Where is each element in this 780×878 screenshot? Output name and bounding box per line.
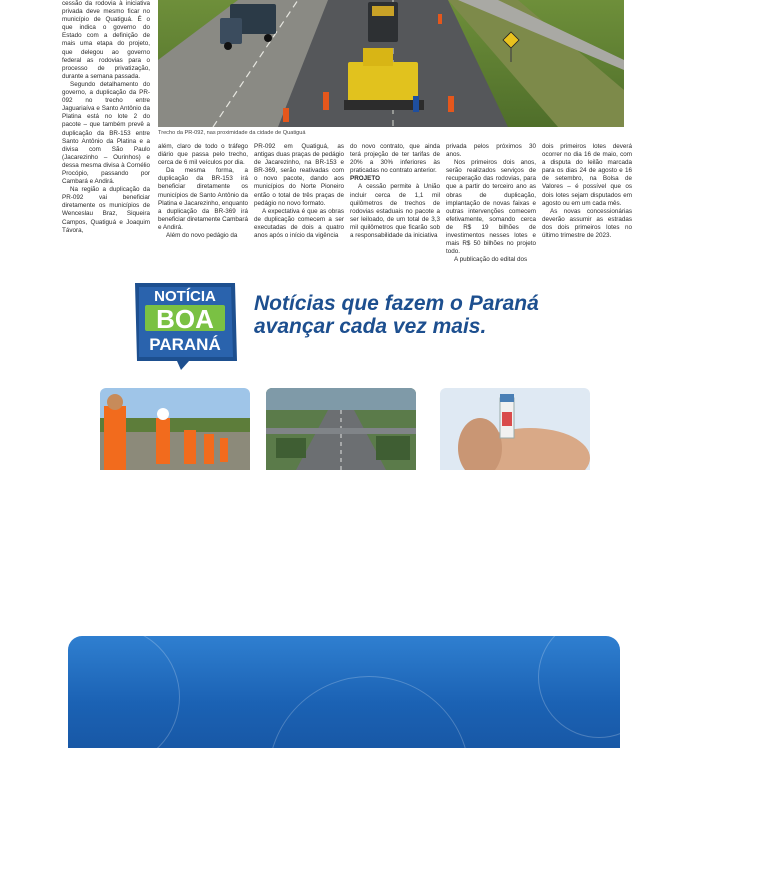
article-paragraph: cessão da rodovia à iniciativa privada deve mesmo ficar no município de Quatiguá. É o que indica o governo do Estado com a definição de mais uma etapa do projeto, que delegou ao governo federal as rodovias para o processo de privatização, durante a semana passada. xyxy=(62,0,150,80)
vaccine-photo-thumbnail xyxy=(440,388,590,470)
article-column-2 xyxy=(158,143,248,240)
logo-text-boa: BOA xyxy=(156,304,214,334)
article-column-4 xyxy=(350,143,440,240)
section-subheading: PROJETO xyxy=(350,175,380,183)
article-column-5 xyxy=(446,143,536,264)
article-paragraph: As novas concessionárias deverão assumir as estradas dos dois primeiros lotes no último trimestre de 2023. xyxy=(542,207,632,240)
article-paragraph: Nos primeiros dois anos, serão realizados serviços de recuperação das rodovias, para que a partir do terceiro ano as obras de duplicação, implantação de novas faixas e outras intervenções comecem efetivamente, somando cerca de R$ 19 bilhões de investimentos nesses lotes e mais R$ 50 bilhões no projeto todo. xyxy=(446,159,536,256)
article-paragraph: A publicação do edital dos xyxy=(454,256,528,264)
article-column-1 xyxy=(62,0,150,235)
ad-slogan xyxy=(254,292,539,338)
article-paragraph: A expectativa é que as obras de duplicação comecem a ser executadas de dois a quatro anos após o início da vigência xyxy=(254,207,344,240)
road-construction-photo xyxy=(158,0,624,127)
article-paragraph: A cessão permite à União incluir cerca de 1,1 mil quilômetros de trechos de rodovias estaduais no pacote a ser leiloado, de um total de 3,3 mil quilômetros que ficarão sob a responsabilidade da iniciativa xyxy=(350,183,440,240)
highway-aerial-thumbnail xyxy=(266,388,416,470)
logo-text-noticia: NOTÍCIA xyxy=(154,288,216,305)
workers-photo-thumbnail xyxy=(100,388,250,470)
article-paragraph: privada pelos próximos 30 anos. xyxy=(446,143,536,159)
article-paragraph: do novo contrato, que ainda terá projeção de ter tarifas de 20% a 30% inferiores às praticadas no contrato anterior. xyxy=(350,143,440,175)
slogan-line-1: Notícias que fazem o Paraná xyxy=(254,292,539,315)
article-paragraph: Segundo detalhamento do governo, a duplicação da PR-092 no trecho entre Jaguariaíva e Santo Antônio da Platina está no lote 2 do pacote – que também prevê a duplicação da BR-153 entre Santo Antônio da Platina e a divisa com São Paulo (Jacarezinho – Ourinhos) e dessa mesma divisa à Cornélio Procópio, passando por Cambará e Andirá. xyxy=(62,80,150,186)
article-paragraph: PR-092 em Quatiguá, as antigas duas praças de pedágio de Jacarezinho, na BR-153 e BR-369, serão reativadas com o novo pacote, dando aos municípios do Norte Pioneiro então o total de três praças de pedágio no novo formato. xyxy=(254,143,344,207)
slogan-line-2: avançar cada vez mais. xyxy=(254,315,487,338)
logo-text-parana: PARANÁ xyxy=(149,335,221,354)
article-paragraph: além, claro de todo o tráfego diário que passa pelo trecho, cerca de 6 mil veículos por dia. xyxy=(158,143,248,167)
ad-blue-panel xyxy=(68,636,620,748)
article-paragraph: Na região a duplicação da PR-092 vai beneficiar diretamente os municípios de Wenceslau Braz, Siqueira Campos, Quatiguá e Joaquim Távora, xyxy=(62,186,150,234)
article-column-3 xyxy=(254,143,344,240)
photo-caption: Trecho da PR-092, nas proximidade da cidade de Quatiguá xyxy=(158,130,306,136)
article-paragraph: Da mesma forma, a duplicação da BR-153 irá beneficiar diretamente os municípios de Santo Antônio da Platina e Jacarezinho, enquanto a duplicação da BR-369 irá beneficiar diretamente Cambará e Andirá. xyxy=(158,167,248,231)
article-column-6 xyxy=(542,143,632,240)
noticia-boa-parana-logo xyxy=(131,281,239,371)
article-paragraph: Além do novo pedágio da xyxy=(166,232,238,240)
article-paragraph: dois primeiros lotes deverá ocorrer no dia 16 de maio, com a disputa do leilão marcada para os dias 24 de agosto e 16 de setembro, na Bolsa de Valores – é possível que os dois lotes sejam disputados em agosto ou em um cada mês. xyxy=(542,143,632,207)
